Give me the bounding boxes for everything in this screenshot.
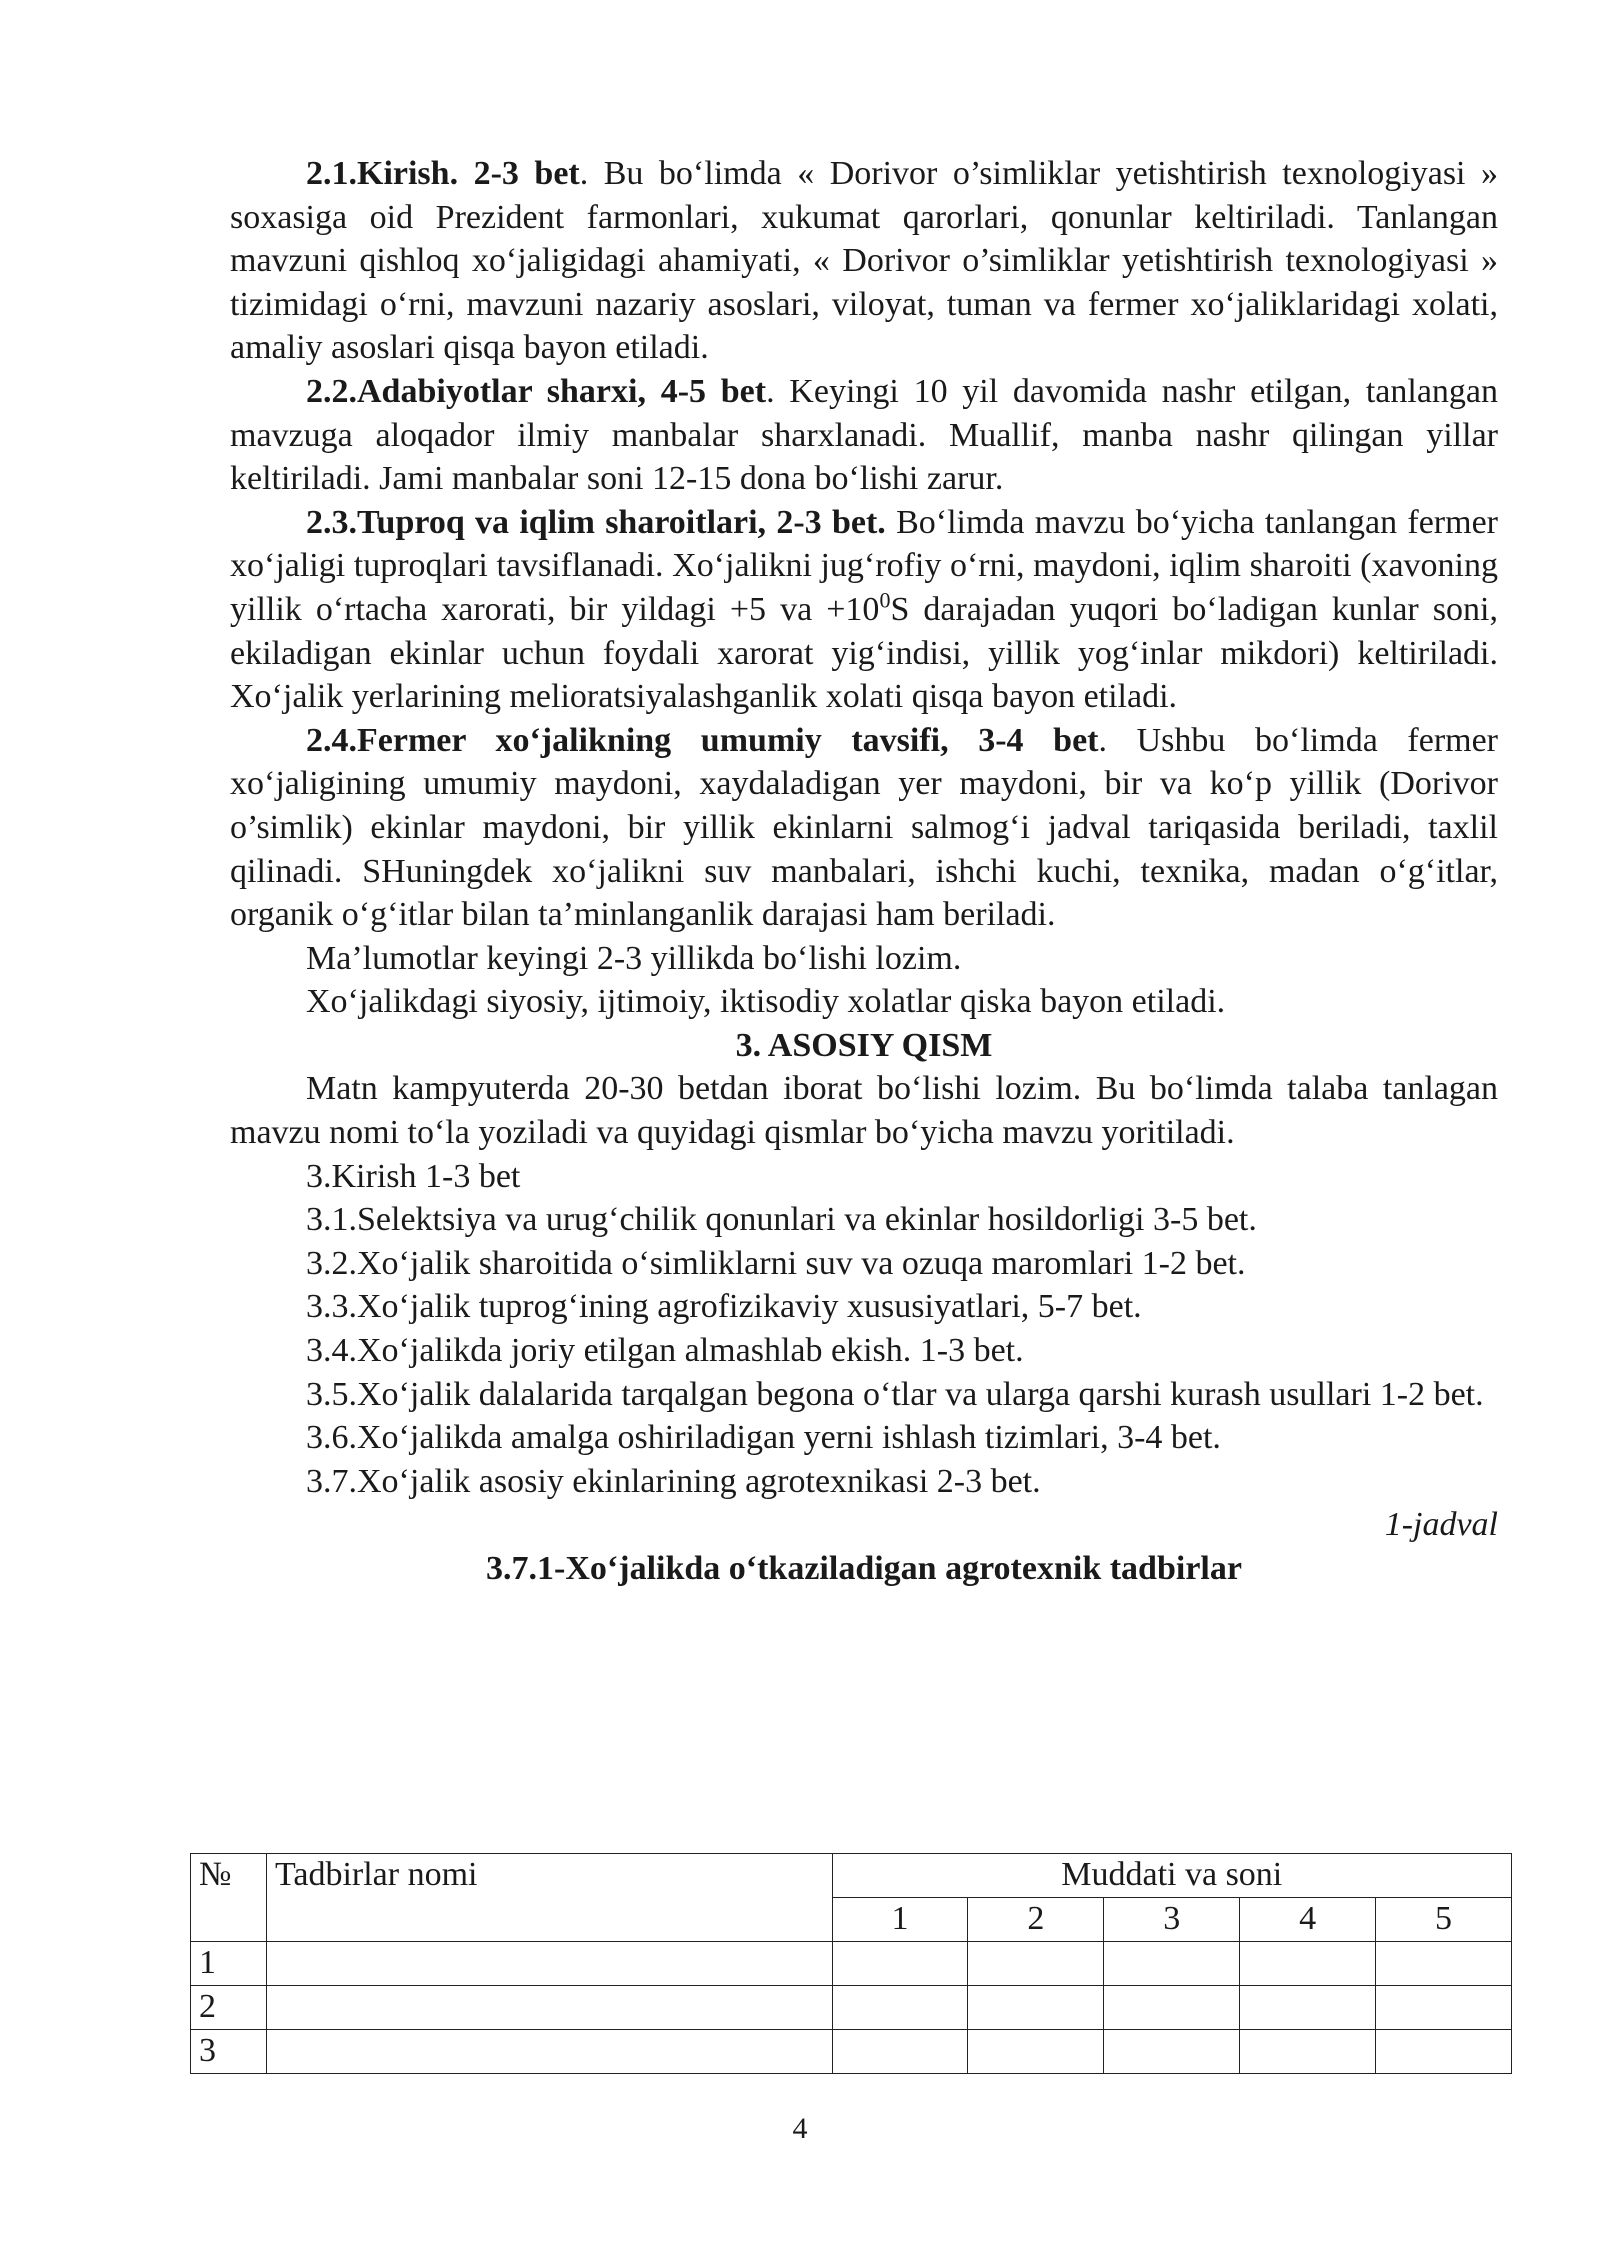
section-2-3-text-before: Bo‘limda mavzu bo‘yicha tanlangan fermer xo‘jaligi tuproqlari tavsiflanadi. Xo‘jalikni jug‘rofiy o‘rni, maydoni, iqlim sharoiti (xavoning yillik o‘rtacha xarorati, bir yildagi +5 va +10 [230,503,1498,628]
table-cell [1376,1986,1512,2030]
table-cell [1240,1986,1376,2030]
header-period-4: 4 [1240,1898,1376,1942]
section-2-4-title: 2.4.Fermer xo‘jalikning umumiy tavsifi, 3-4 bet [306,721,1099,759]
list-item: 3.4.Xo‘jalikda joriy etilgan almashlab ekish. 1-3 bet. [306,1332,1024,1370]
table-cell [266,1942,832,1986]
section-2-4-text: . Ushbu bo‘limda fermer xo‘jaligining umumiy maydoni, xaydaladigan yer maydoni, bir va ko‘p yillik (Dorivor o’simlik) ekinlar maydoni, bir yillik ekinlarni salmog‘i jadval tariqasida beriladi, taxlil qilinadi. SHuningdek xo‘jalikni suv manbalari, ishchi kuchi, texnika, madan o‘g‘itlar, organik o‘g‘itlar bilan ta’minlanganlik darajasi ham beriladi. [230,721,1499,934]
document-page [230,152,1498,1591]
table-cell [968,1986,1104,2030]
table-cell [968,2030,1104,2074]
table-cell [1104,1942,1240,1986]
list-item: 3.1.Selektsiya va urug‘chilik qonunlari va ekinlar hosildorligi 3-5 bet. [306,1201,1257,1239]
section-2-3-text-after: S darajadan yuqori bo‘ladigan kunlar soni, ekiladigan ekinlar uchun foydali xarorat yig‘indisi, yillik yog‘inlar mikdori) keltiriladi. Xo‘jalik yerlarining melioratsiyalashganlik xolati qisqa bayon etiladi. [230,590,1498,716]
table-cell [1240,2030,1376,2074]
table-header-row [191,1854,1512,1898]
table-cell [1376,1942,1512,1986]
header-period: Muddati va soni [832,1854,1511,1898]
list-item: 3.2.Xo‘jalik sharoitida o‘simliklarni suv va ozuqa maromlari 1-2 bet. [306,1244,1246,1282]
section-2-1 [230,152,1498,370]
section-2-3-title: 2.3.Tuproq va iqlim sharoitlari, 2-3 bet. [306,503,886,541]
table-row [191,1986,1512,2030]
table-cell [266,2030,832,2074]
table-cell [266,1986,832,2030]
paragraph-data-requirement: Ma’lumotlar keyingi 2-3 yillikda bo‘lishi lozim. [306,939,962,977]
paragraph-state-summary: Xo‘jalikdagi siyosiy, ijtimoiy, iktisodiy xolatlar qiska bayon etiladi. [306,983,1226,1021]
section-2-1-text: . Bu bo‘limda « Dorivor o’simliklar yetishtirish texnologiyasi » soxasiga oid Prezident farmonlari, xukumat qarorlari, qonunlar keltiriladi. Tanlangan mavzuni qishloq xo‘jaligidagi ahamiyati, « Dorivor o’simliklar yetishtirish texnologiyasi » tizimidagi o‘rni, mavzuni nazariy asoslari, viloyat, tuman va fermer xo‘jaliklaridagi xolati, amaliy asoslari qisqa bayon etiladi. [230,155,1498,367]
table-cell [832,2030,968,2074]
main-section-text: Matn kampyuterda 20-30 betdan iborat bo‘lishi lozim. Bu bo‘limda talaba tanlagan mavzu nomi to‘la yoziladi va quyidagi qismlar bo‘yicha mavzu yoritiladi. [230,1070,1498,1152]
table-cell [1104,2030,1240,2074]
section-2-4 [230,719,1498,937]
degree-superscript: 0 [879,587,891,613]
list-item: 3.6.Xo‘jalikda amalga oshiriladigan yerni ishlash tizimlari, 3-4 bet. [306,1419,1221,1457]
row-number: 2 [191,1986,267,2030]
header-period-3: 3 [1104,1898,1240,1942]
row-number: 1 [191,1942,267,1986]
table-row [191,2030,1512,2074]
table-cell [1104,1986,1240,2030]
section-2-3 [230,501,1498,719]
table-label: 1-jadval [1384,1506,1498,1544]
header-measure-name: Tadbirlar nomi [266,1854,832,1942]
table-row [191,1942,1512,1986]
main-section-heading: 3. ASOSIY QISM [735,1026,993,1064]
table-cell [832,1986,968,2030]
table-cell [832,1942,968,1986]
table-cell [1240,1942,1376,1986]
list-item: 3.Kirish 1-3 bet [306,1157,521,1195]
header-period-2: 2 [968,1898,1104,1942]
table-cell [1376,2030,1512,2074]
section-2-2 [230,370,1498,501]
table-title: 3.7.1-Xo‘jalikda o‘tkaziladigan agrotexnik tadbirlar [486,1550,1242,1587]
header-period-1: 1 [832,1898,968,1942]
section-2-2-text: . Keyingi 10 yil davomida nashr etilgan, tanlangan mavzuga aloqador ilmiy manbalar sharxlanadi. Muallif, manba nashr qilingan yillar keltiriladi. Jami manbalar soni 12-15 dona bo‘lishi zarur. [230,372,1498,498]
list-item: 3.5.Xo‘jalik dalalarida tarqalgan begona o‘tlar va ularga qarshi kurash usullari 1-2 bet. [306,1375,1484,1413]
list-item: 3.3.Xo‘jalik tuprog‘ining agrofizikaviy xususiyatlari, 5-7 bet. [306,1288,1142,1326]
row-number: 3 [191,2030,267,2074]
agrotechnical-measures-table [190,1853,1512,2074]
table-cell [968,1942,1104,1986]
list-item: 3.7.Xo‘jalik asosiy ekinlarining agrotexnikasi 2-3 bet. [306,1462,1041,1500]
section-2-1-title: 2.1.Kirish. 2-3 bet [306,155,580,192]
section-2-2-title: 2.2.Adabiyotlar sharxi, 4-5 bet [306,372,767,410]
header-number: № [191,1854,267,1942]
header-period-5: 5 [1376,1898,1512,1942]
page-number: 4 [792,2112,808,2145]
